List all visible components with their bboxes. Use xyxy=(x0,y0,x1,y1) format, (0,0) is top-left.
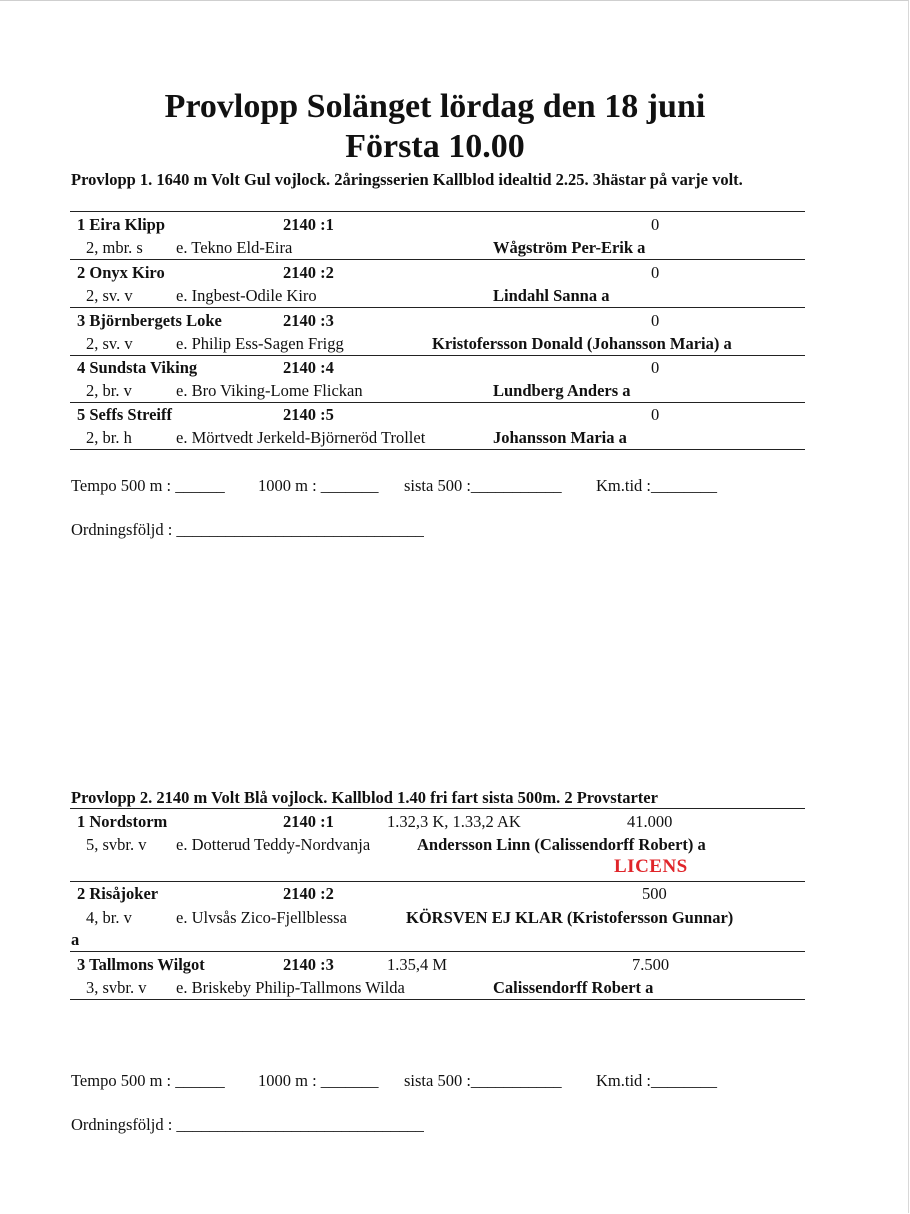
divider xyxy=(70,808,805,809)
order-field[interactable]: Ordningsföljd : ______________________________ xyxy=(71,520,424,539)
horse-details: 2, br. v xyxy=(86,381,132,400)
horse-distance: 2140 :4 xyxy=(283,358,334,377)
horse-record: 1.32,3 K, 1.33,2 AK xyxy=(387,812,521,831)
horse-name: 1 Eira Klipp xyxy=(77,215,166,234)
page-subtitle-start-time: Första 10.00 xyxy=(345,128,525,165)
horse-driver: Andersson Linn (Calissendorff Robert) a xyxy=(417,835,706,854)
horse-pedigree: e. Philip Ess-Sagen Frigg xyxy=(176,334,344,353)
horse-pedigree: e. Ingbest-Odile Kiro xyxy=(176,286,317,305)
horse-name: 3 Björnbergets Loke xyxy=(77,311,222,330)
order-field[interactable]: Ordningsföljd : ______________________________ xyxy=(71,1115,424,1134)
race-heading: Provlopp 2. 2140 m Volt Blå vojlock. Kallblod 1.40 fri fart sista 500m. 2 Provstarter xyxy=(71,788,658,807)
horse-details: 2, br. h xyxy=(86,428,132,447)
horse-pedigree: e. Mörtvedt Jerkeld-Björneröd Trollet xyxy=(176,428,426,447)
horse-distance: 2140 :2 xyxy=(283,263,334,282)
horse-distance: 2140 :5 xyxy=(283,405,334,424)
divider xyxy=(70,449,805,450)
horse-driver: Lindahl Sanna a xyxy=(493,286,610,305)
horse-driver: Wågström Per-Erik a xyxy=(493,238,646,257)
horse-amount: 0 xyxy=(651,358,660,377)
divider xyxy=(70,355,805,356)
horse-record: 1.35,4 M xyxy=(387,955,448,974)
horse-amount: 0 xyxy=(651,311,660,330)
horse-details: 2, sv. v xyxy=(86,286,133,305)
horse-amount: 7.500 xyxy=(632,955,670,974)
km-tid-field[interactable]: Km.tid :________ xyxy=(596,476,718,495)
horse-driver: Kristofersson Donald (Johansson Maria) a xyxy=(432,334,732,353)
horse-driver: Johansson Maria a xyxy=(493,428,627,447)
horse-distance: 2140 :2 xyxy=(283,884,334,903)
horse-pedigree: e. Briskeby Philip-Tallmons Wilda xyxy=(176,978,405,997)
horse-pedigree: e. Ulvsås Zico-Fjellblessa xyxy=(176,908,347,927)
horse-details: 4, br. v xyxy=(86,908,132,927)
horse-distance: 2140 :1 xyxy=(283,215,334,234)
horse-name: 5 Seffs Streiff xyxy=(77,405,173,424)
page-title: Provlopp Solänget lördag den 18 juni xyxy=(164,88,706,125)
horse-distance: 2140 :1 xyxy=(283,812,334,831)
divider xyxy=(70,999,805,1000)
tempo-1000-field[interactable]: 1000 m : _______ xyxy=(258,1071,379,1090)
horse-driver: Lundberg Anders a xyxy=(493,381,631,400)
horse-driver-wrap: a xyxy=(71,930,80,949)
horse-amount: 41.000 xyxy=(627,812,673,831)
divider xyxy=(70,881,805,882)
horse-pedigree: e. Dotterud Teddy-Nordvanja xyxy=(176,835,371,854)
horse-distance: 2140 :3 xyxy=(283,311,334,330)
horse-name: 1 Nordstorm xyxy=(77,812,168,831)
horse-details: 2, sv. v xyxy=(86,334,133,353)
sista-500-field[interactable]: sista 500 :___________ xyxy=(404,1071,562,1090)
horse-amount: 0 xyxy=(651,215,660,234)
horse-pedigree: e. Bro Viking-Lome Flickan xyxy=(176,381,363,400)
horse-name: 3 Tallmons Wilgot xyxy=(77,955,205,974)
tempo-500-field[interactable]: Tempo 500 m : ______ xyxy=(71,476,225,495)
horse-amount: 500 xyxy=(642,884,667,903)
horse-name: 2 Onyx Kiro xyxy=(77,263,165,282)
horse-details: 2, mbr. s xyxy=(86,238,143,257)
horse-pedigree: e. Tekno Eld-Eira xyxy=(176,238,293,257)
sista-500-field[interactable]: sista 500 :___________ xyxy=(404,476,562,495)
horse-driver: KÖRSVEN EJ KLAR (Kristofersson Gunnar) xyxy=(406,908,734,927)
tempo-1000-field[interactable]: 1000 m : _______ xyxy=(258,476,379,495)
horse-name: 4 Sundsta Viking xyxy=(77,358,198,377)
km-tid-field[interactable]: Km.tid :________ xyxy=(596,1071,718,1090)
horse-driver: Calissendorff Robert a xyxy=(493,978,654,997)
race-heading: Provlopp 1. 1640 m Volt Gul vojlock. 2åringsserien Kallblod idealtid 2.25. 3hästar på varje volt. xyxy=(71,170,743,189)
horse-details: 3, svbr. v xyxy=(86,978,147,997)
horse-details: 5, svbr. v xyxy=(86,835,147,854)
horse-amount: 0 xyxy=(651,263,660,282)
tempo-500-field[interactable]: Tempo 500 m : ______ xyxy=(71,1071,225,1090)
horse-distance: 2140 :3 xyxy=(283,955,334,974)
divider xyxy=(70,211,805,212)
divider xyxy=(70,259,805,260)
horse-amount: 0 xyxy=(651,405,660,424)
horse-name: 2 Risåjoker xyxy=(77,884,159,903)
divider xyxy=(70,307,805,308)
divider xyxy=(70,402,805,403)
divider xyxy=(70,951,805,952)
licens-badge: LICENS xyxy=(614,856,688,877)
